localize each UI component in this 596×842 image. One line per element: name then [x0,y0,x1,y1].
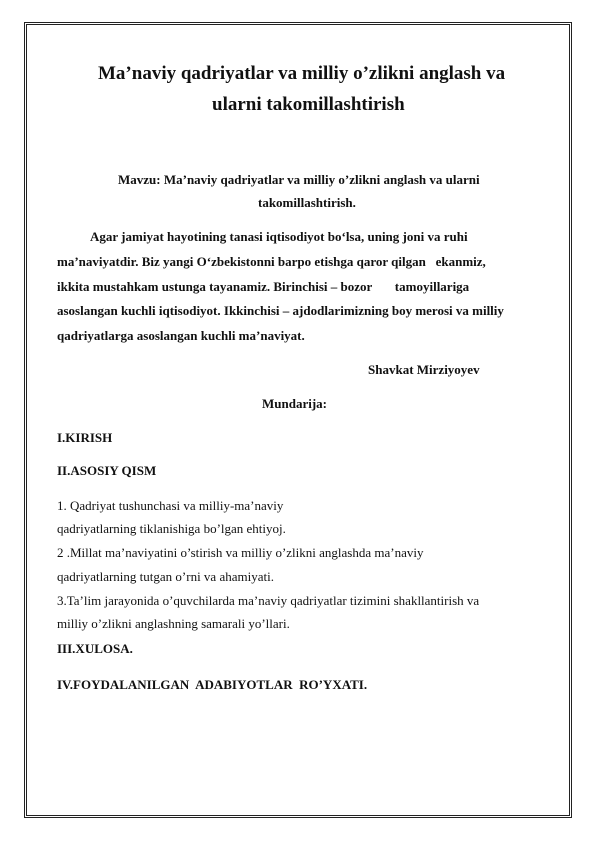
contents-conclusion: III.XULOSA. [57,641,133,656]
epigraph-line-5: qadriyatlarga asoslangan kuchli ma’naviyat. [57,328,305,343]
title-line-2: ularni takomillashtirish [212,94,405,115]
page-border [24,22,572,818]
epigraph-line-1: Agar jamiyat hayotining tanasi iqtisodiyot bo‘lsa, uning joni va ruhi [90,229,468,244]
epigraph-line-3: ikkita mustahkam ustunga tayanamiz. Birinchisi – bozor tamoyillariga [57,279,470,294]
contents-item-2a: 2 .Millat ma’naviyatini o’stirish va milliy o’zlikni anglashda ma’naviy [57,545,424,560]
epigraph-line-2: ma’naviyatdir. Biz yangi O‘zbekistonni barpo etishga qaror qilgan ekanmiz, [57,254,486,269]
contents-item-3b: milliy o’zlikni anglashning samarali yo’llari. [57,616,290,631]
epigraph-author: Shavkat Mirziyoyev [368,362,480,377]
contents-main: II.ASOSIY QISM [57,463,157,478]
contents-item-3a: 3.Ta’lim jarayonida o’quvchilarda ma’naviy qadriyatlar tizimini shakllantirish va [57,593,480,608]
contents-item-1b: qadriyatlarning tiklanishiga bo’lgan ehtiyoj. [57,521,286,536]
contents-heading: Mundarija: [262,396,327,411]
topic-line-1: Mavzu: Ma’naviy qadriyatlar va milliy o’zlikni anglash va ularni [118,172,480,187]
epigraph-line-4: asoslangan kuchli iqtisodiyot. Ikkinchisi – ajdodlarimizning boy merosi va milliy [57,303,504,318]
contents-intro: I.KIRISH [57,430,113,445]
contents-item-1a: 1. Qadriyat tushunchasi va milliy-ma’naviy [57,498,284,513]
contents-references: IV.FOYDALANILGAN ADABIYOTLAR RO’YXATI. [57,677,368,692]
title-line-1: Ma’naviy qadriyatlar va milliy o’zlikni anglash va [98,63,506,84]
topic-line-2: takomillashtirish. [258,195,356,210]
contents-item-2b: qadriyatlarning tutgan o’rni va ahamiyati. [57,569,274,584]
